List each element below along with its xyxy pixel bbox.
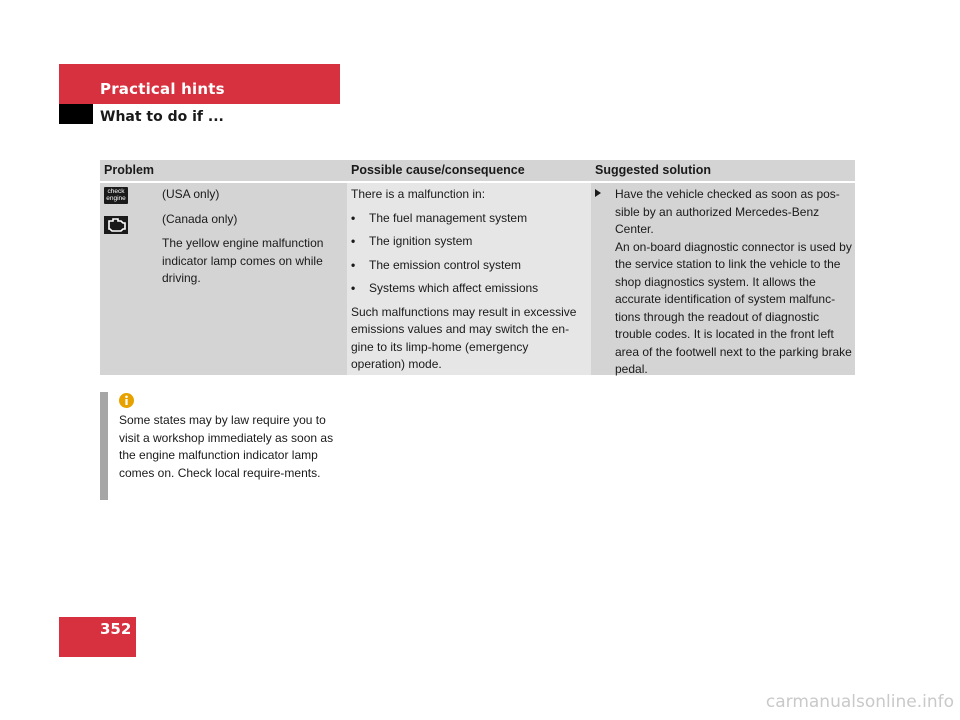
arrow-right-icon bbox=[595, 189, 601, 197]
bullet-icon: • bbox=[351, 281, 356, 295]
problem-usa-only: (USA only) bbox=[162, 187, 220, 201]
solution-text: Have the vehicle checked as soon as pos-sible by an authorized Mercedes-Benz Center. bbox=[615, 187, 840, 236]
column-header-solution: Suggested solution bbox=[595, 163, 711, 177]
info-sidebar bbox=[100, 392, 108, 500]
cause-conclusion: Such malfunctions may result in excessive emissions values and may switch the en-gine to its limp-home (emergency operation) mode. bbox=[351, 304, 577, 371]
problem-cell bbox=[100, 183, 347, 375]
problem-canada-only: (Canada only) bbox=[162, 211, 238, 226]
table-row bbox=[100, 183, 855, 375]
solution-detail: An on-board diagnostic connector is used by the service station to link the vehicle to the shop diagnostics system. It allows the accurate identification of system malfunc-tions through the readout of diagnostic trouble codes. It is located in the front left area of the footwell next to the parking brake pedal. bbox=[615, 239, 852, 376]
section-title: Practical hints bbox=[100, 80, 225, 98]
subsection-title: What to do if ... bbox=[100, 109, 224, 125]
solution-cell bbox=[591, 183, 855, 375]
cause-intro: There is a malfunction in: bbox=[351, 187, 486, 201]
list-item: • The fuel management system bbox=[351, 210, 585, 228]
page-number: 352 bbox=[100, 620, 132, 638]
problem-table bbox=[100, 160, 855, 375]
bullet-icon: • bbox=[351, 257, 356, 272]
problem-description: The yellow engine malfunction indicator lamp comes on while driving. bbox=[162, 236, 324, 285]
bullet-icon: • bbox=[351, 234, 356, 248]
column-header-problem: Problem bbox=[104, 163, 155, 177]
watermark: carmanualsonline.info bbox=[765, 692, 954, 712]
info-text: Some states may by law require you to visit a workshop immediately as soon as the engine malfunction indicator lamp comes on. Check local require-ments. bbox=[119, 413, 334, 480]
bullet-icon: • bbox=[351, 210, 356, 225]
info-note bbox=[100, 392, 345, 500]
list-item: • Systems which affect emissions bbox=[351, 280, 585, 298]
subsection-marker bbox=[59, 104, 93, 124]
list-item: • The ignition system bbox=[351, 233, 585, 251]
column-header-cause: Possible cause/consequence bbox=[351, 163, 525, 177]
list-item: • The emission control system bbox=[351, 257, 585, 275]
engine-icon bbox=[104, 216, 128, 234]
cause-cell bbox=[347, 183, 591, 375]
table-header bbox=[100, 160, 855, 181]
info-icon bbox=[119, 393, 134, 408]
check-engine-icon: check engine bbox=[104, 187, 128, 204]
